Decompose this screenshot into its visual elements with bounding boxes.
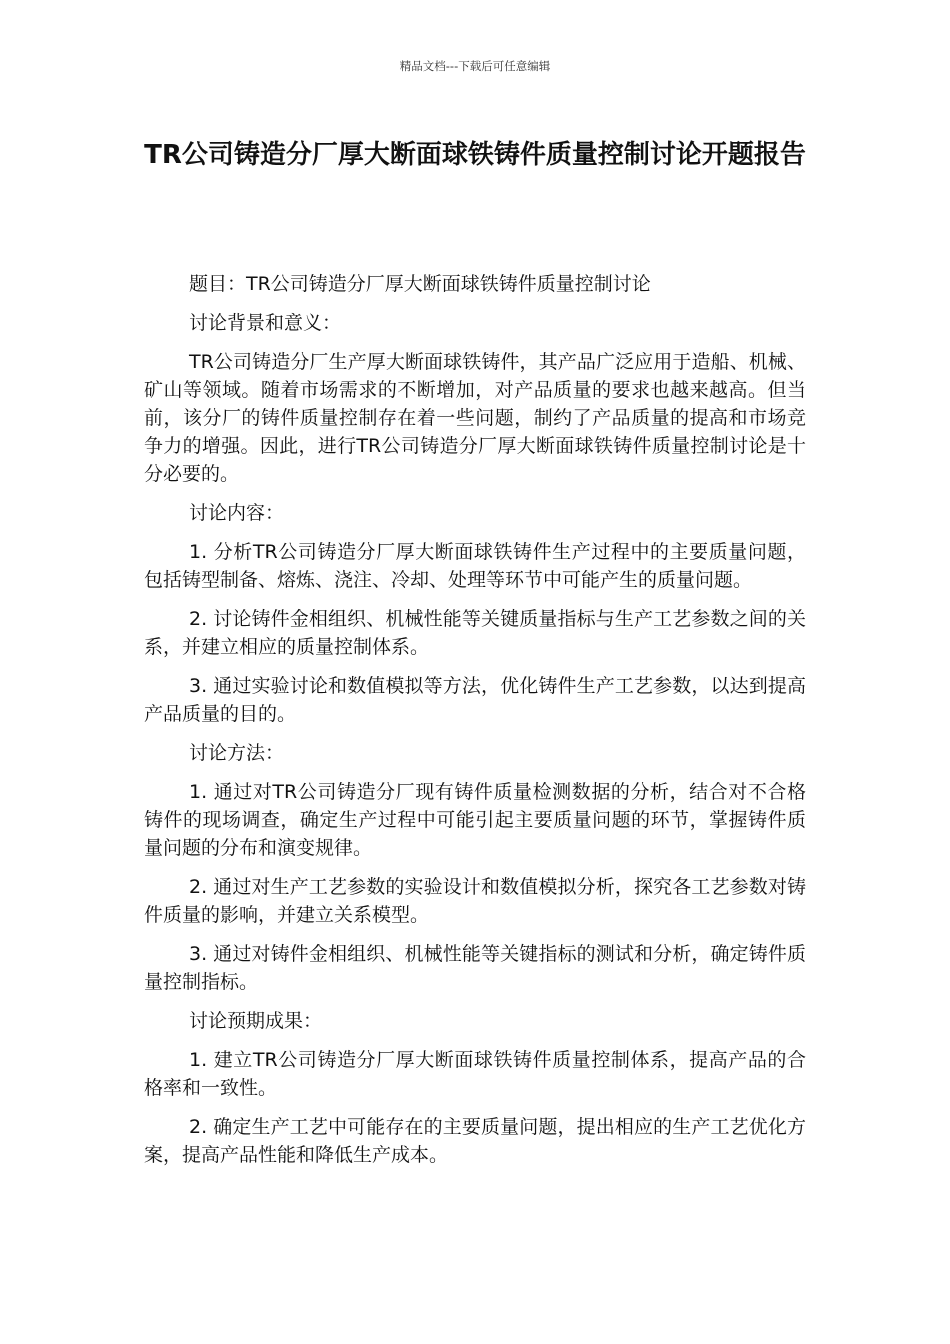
section-heading-background: 讨论背景和意义：	[189, 312, 342, 334]
method-item-2: 2. 通过对生产工艺参数的实验设计和数值模拟分析，探究各工艺参数对铸件质量的影响，并建立关系模型。	[144, 876, 806, 926]
section-heading-content: 讨论内容：	[189, 502, 285, 524]
content-item-2: 2. 讨论铸件金相组织、机械性能等关键质量指标与生产工艺参数之间的关系，并建立相应的质量控制体系。	[144, 608, 806, 658]
outcome-item-1: 1. 建立TR公司铸造分厂厚大断面球铁铸件质量控制体系，提高产品的合格率和一致性。	[144, 1049, 806, 1099]
document-body	[144, 270, 806, 1180]
outcome-item-2: 2. 确定生产工艺中可能存在的主要质量问题，提出相应的生产工艺优化方案，提高产品性能和降低生产成本。	[144, 1116, 806, 1166]
method-item-1: 1. 通过对TR公司铸造分厂现有铸件质量检测数据的分析，结合对不合格铸件的现场调查，确定生产过程中可能引起主要质量问题的环节，掌握铸件质量问题的分布和演变规律。	[144, 781, 806, 859]
content-item-1: 1. 分析TR公司铸造分厂厚大断面球铁铸件生产过程中的主要质量问题，包括铸型制备、熔炼、浇注、冷却、处理等环节中可能产生的质量问题。	[144, 541, 806, 591]
method-item-3: 3. 通过对铸件金相组织、机械性能等关键指标的测试和分析，确定铸件质量控制指标。	[144, 943, 806, 993]
background-paragraph: TR公司铸造分厂生产厚大断面球铁铸件，其产品广泛应用于造船、机械、矿山等领域。随着市场需求的不断增加，对产品质量的要求也越来越高。但当前，该分厂的铸件质量控制存在着一些问题，制约了产品质量的提高和市场竞争力的增强。因此，进行TR公司铸造分厂厚大断面球铁铸件质量控制讨论是十分必要的。	[144, 351, 806, 485]
document-title: TR公司铸造分厂厚大断面球铁铸件质量控制讨论开题报告	[144, 140, 806, 170]
section-heading-methods: 讨论方法：	[189, 742, 285, 764]
content-item-3: 3. 通过实验讨论和数值模拟等方法，优化铸件生产工艺参数，以达到提高产品质量的目的。	[144, 675, 806, 725]
header-note: 精品文档---下载后可任意编辑	[399, 59, 551, 73]
topic-line: 题目：TR公司铸造分厂厚大断面球铁铸件质量控制讨论	[189, 273, 651, 295]
section-heading-outcomes: 讨论预期成果：	[189, 1010, 323, 1032]
